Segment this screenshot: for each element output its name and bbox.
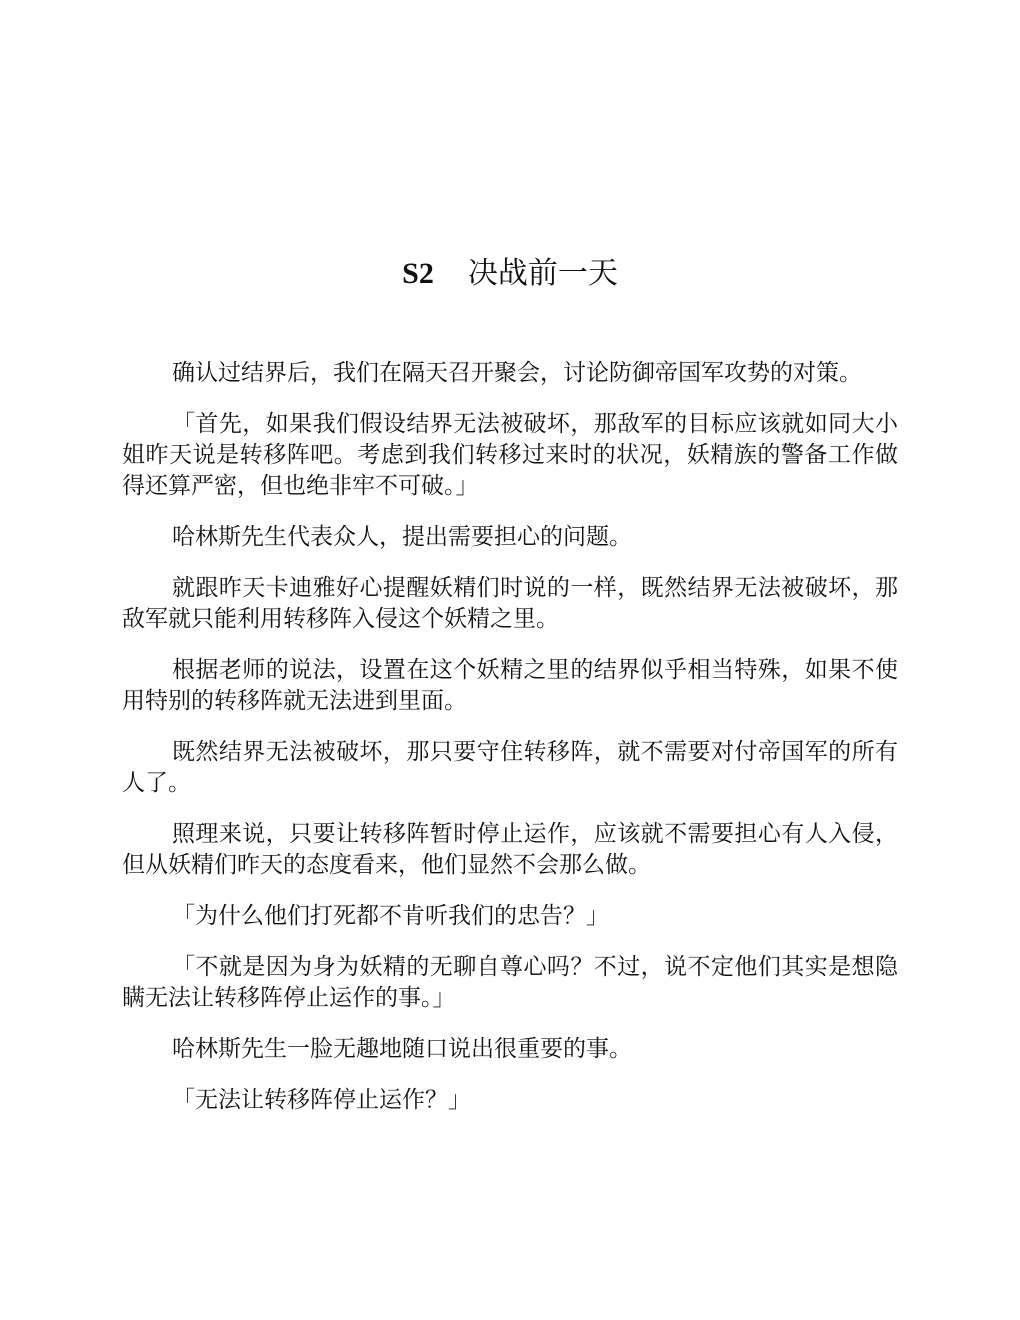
paragraph: 照理来说，只要让转移阵暂时停止运作，应该就不需要担心有人入侵，但从妖精们昨天的态度看来，他们显然不会那么做。 — [122, 821, 898, 878]
chapter-title: 决战前一天 — [467, 256, 618, 292]
paragraph: 「首先，如果我们假设结界无法被破坏，那敌军的目标应该就如同大小姐昨天说是转移阵吧。考虑到我们转移过来时的状况，妖精族的警备工作做得还算严密，但也绝非牢不可破。」 — [122, 411, 898, 499]
chapter-number: S2 — [402, 257, 434, 291]
paragraph: 「为什么他们打死都不肯听我们的忠告？」 — [172, 903, 609, 929]
paragraph: 「不就是因为身为妖精的无聊自尊心吗？不过，说不定他们其实是想隐瞒无法让转移阵停止运作的事。」 — [122, 954, 898, 1011]
chapter-body — [122, 358, 898, 1136]
paragraph: 确认过结界后，我们在隔天召开聚会，讨论防御帝国军攻势的对策。 — [172, 360, 862, 386]
paragraph: 哈林斯先生一脸无趣地随口说出很重要的事。 — [172, 1036, 632, 1062]
chapter-heading — [0, 252, 1020, 296]
paragraph: 就跟昨天卡迪雅好心提醒妖精们时说的一样，既然结界无法被破坏，那敌军就只能利用转移阵入侵这个妖精之里。 — [122, 575, 898, 632]
paragraph: 「无法让转移阵停止运作？」 — [172, 1087, 471, 1113]
paragraph: 根据老师的说法，设置在这个妖精之里的结界似乎相当特殊，如果不使用特别的转移阵就无法进到里面。 — [122, 657, 898, 714]
paragraph: 哈林斯先生代表众人，提出需要担心的问题。 — [172, 524, 632, 550]
paragraph: 既然结界无法被破坏，那只要守住转移阵，就不需要对付帝国军的所有人了。 — [122, 739, 898, 796]
